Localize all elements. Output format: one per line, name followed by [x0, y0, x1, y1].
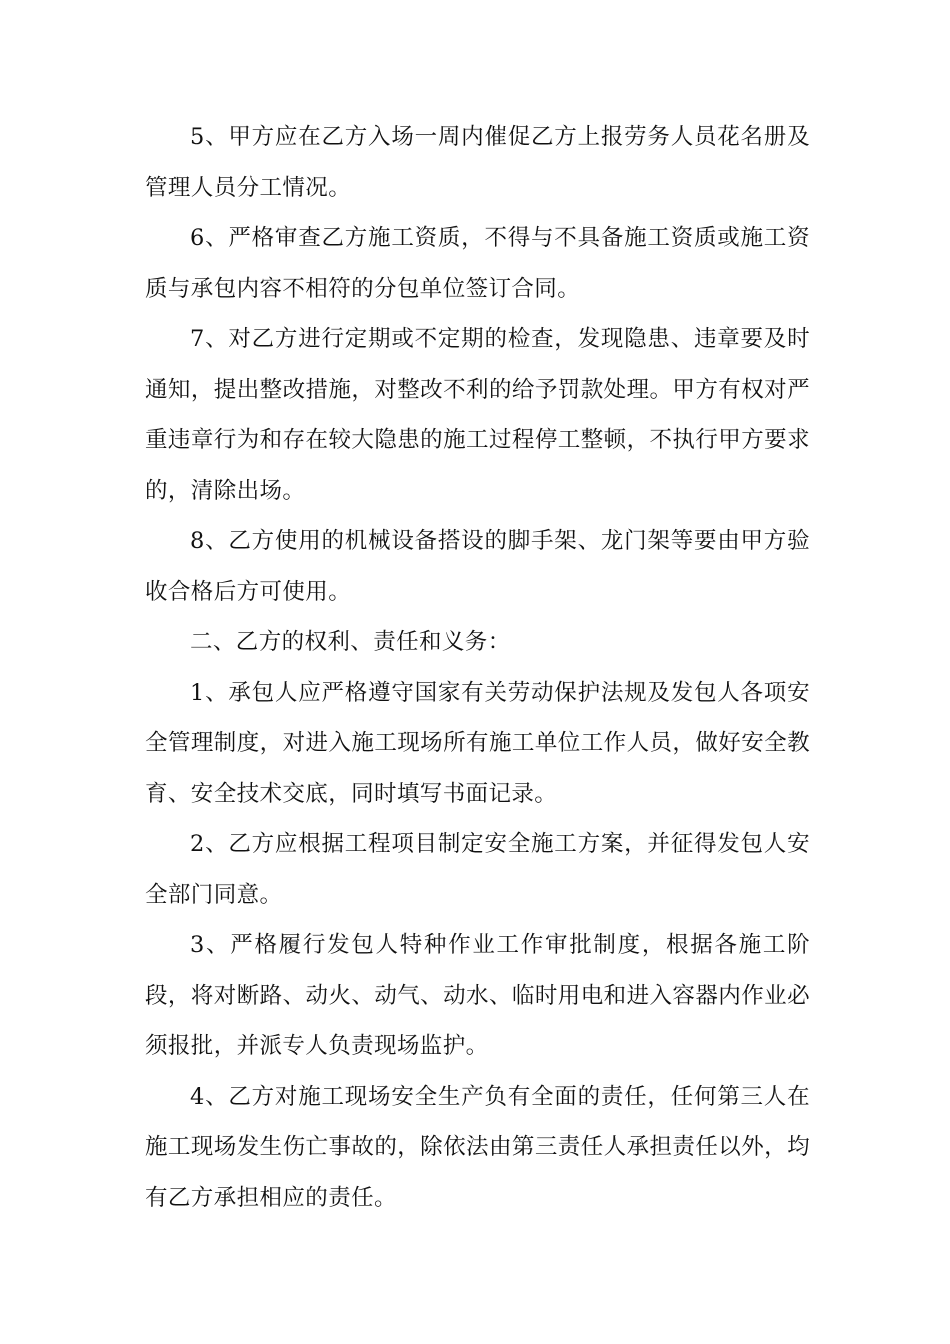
clause-7-paragraph: 7、对乙方进行定期或不定期的检查，发现隐患、违章要及时通知，提出整改措施，对整改不利的给予罚款处理。甲方有权对严重违章行为和存在较大隐患的施工过程停工整顿，不执行甲方要求的，清除出场。: [145, 326, 810, 504]
document-body: [145, 112, 810, 1223]
section-heading-party-b: 二、乙方的权利、责任和义务：: [190, 629, 511, 655]
clause-8-paragraph: 8、乙方使用的机械设备搭设的脚手架、龙门架等要由甲方验收合格后方可使用。: [145, 528, 810, 605]
clause-6-paragraph: 6、严格审查乙方施工资质，不得与不具备施工资质或施工资质与承包内容不相符的分包单位签订合同。: [145, 225, 810, 302]
clause-b2-paragraph: 2、乙方应根据工程项目制定安全施工方案，并征得发包人安全部门同意。: [145, 831, 810, 908]
clause-b1-paragraph: 1、承包人应严格遵守国家有关劳动保护法规及发包人各项安全管理制度，对进入施工现场所有施工单位工作人员，做好安全教育、安全技术交底，同时填写书面记录。: [145, 679, 810, 807]
clause-5-paragraph: 5、甲方应在乙方入场一周内催促乙方上报劳务人员花名册及管理人员分工情况。: [145, 124, 810, 201]
clause-b4-paragraph: 4、乙方对施工现场安全生产负有全面的责任，任何第三人在施工现场发生伤亡事故的，除依法由第三责任人承担责任以外，均有乙方承担相应的责任。: [145, 1083, 810, 1211]
clause-b3-paragraph: 3、严格履行发包人特种作业工作审批制度，根据各施工阶段，将对断路、动火、动气、动水、临时用电和进入容器内作业必须报批，并派专人负责现场监护。: [145, 932, 810, 1059]
